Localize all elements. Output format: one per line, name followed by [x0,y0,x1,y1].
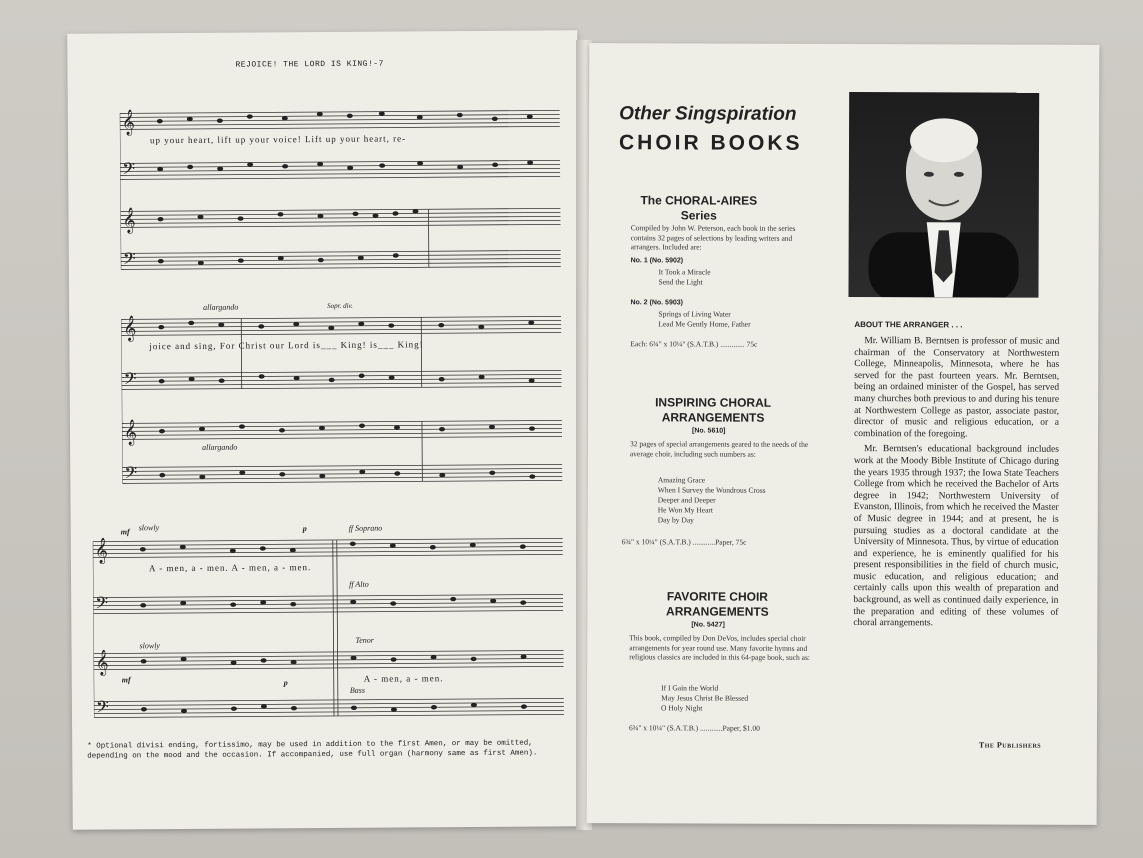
marking-tenor: Tenor [355,635,374,645]
choral-aires-no2-item-1: Springs of Living Water [658,309,731,319]
favorite-description: This book, compiled by Don DeVos, includes special choir arrangements for year round use. Many favorite hymns and religious classics are included in this 64-page book, such as: [629,633,811,662]
staff-group-1 [120,100,561,278]
heading-other-singspiration: Other Singspiration [619,103,797,125]
inspiring-title: INSPIRING CHORAL ARRANGEMENTS [655,395,772,425]
music-system-2 [121,302,562,500]
footnote: * Optional divisi ending, fortissimo, may be used in addition to the first Amen, or may be omitted, depending on the mood and the occasion. If accompanied, use full organ (harmony same as first Amen). [87,739,538,761]
inspiring-item-5: Day by Day [657,515,694,525]
inspiring-item-4: He Won My Heart [657,505,714,515]
svg-text:𝄞: 𝄞 [123,420,138,446]
bio-paragraph-2: Mr. Berntsen's educational background includes work at the Moody Bible Institute of Chicago during the years 1935 through 1937; the Iowa State Teachers College from which he received the Bachelor of Arts degree in 1942; Northwestern University of Evanston, Illinois, from which he received the Master of Music degree in 1944; and at present, he is pursuing studies as a doctoral candidate at the University of Minnesota. Thus, by virtue of education and experience, he is eminently qualified for his present responsibilities in the field of church music, music education, and religious education; and certainly calls upon this wealth of preparation and background, as well as continued daily experience, in the preparation and editing of these volumes of choral arrangements. [853,444,1059,629]
svg-text:𝄞: 𝄞 [123,316,137,342]
favorite-price: 6¾" x 10¼" (S.A.T.B.) ............Paper, $1.00 [628,723,760,733]
svg-text:𝄞: 𝄞 [95,650,109,676]
lyric-line-4: A - men, a - men. [363,673,444,684]
svg-text:𝄢: 𝄢 [123,368,137,393]
inspiring-item-1: Amazing Grace [657,475,706,485]
music-system-3 [93,522,564,730]
marking-ff-alto: ff Alto [349,579,369,589]
marking-allargando-2: allargando [202,442,238,452]
lyric-line-3: A - men, a - men. A - men, a - men. [148,562,312,574]
choral-aires-title: The CHORAL-AIRES Series [640,193,758,223]
marking-slowly-2: slowly [139,641,160,651]
favorite-title: FAVORITE CHOIR ARRANGEMENTS [666,589,769,619]
choral-aires-no1-item-2: Send the Light [658,277,703,287]
favorite-item-3: O Holy Night [661,703,703,713]
choral-aires-no2-item-2: Lead Me Gently Home, Father [658,319,751,329]
choral-aires-price: Each: 6¾" x 10¼" (S.A.T.B.) ............. 75c [630,339,758,349]
svg-text:𝄢: 𝄢 [122,158,136,183]
favorite-number: [No. 5427] [691,621,725,629]
lyric-line-1: up your heart, lift up your voice! Lift up your heart, re- [149,133,407,146]
favorite-item-2: May Jesus Christ Be Blessed [661,693,749,703]
favorite-item-1: If I Gain the World [661,683,719,693]
heading-choir-books: CHOIR BOOKS [618,131,803,155]
marking-bass: Bass [349,685,365,695]
marking-sopr-div: Sopr. div. [327,301,353,310]
inspiring-item-3: Deeper and Deeper [657,495,716,505]
lyric-line-2: joice and sing, For Christ our Lord is___ King! is___ King! [149,339,424,352]
svg-text:𝄢: 𝄢 [122,248,136,273]
arranger-bio [853,336,1059,635]
arranger-portrait-photo [848,92,1039,298]
right-page-catalog [587,43,1100,825]
staff-group-3 [93,522,564,725]
left-page-sheet-music [67,30,583,830]
marking-p-2: p [283,678,288,688]
marking-ff-soprano: ff Soprano [348,523,383,533]
marking-allargando-1: allargando [203,302,239,312]
svg-text:𝄞: 𝄞 [94,538,108,564]
marking-mf-2: mf [121,675,131,685]
svg-text:𝄢: 𝄢 [95,592,109,617]
choral-aires-no2: No. 2 (No. 5903) [630,299,683,307]
publishers-signature: The Publishers [978,740,1042,750]
inspiring-item-2: When I Survey the Wondrous Cross [657,485,766,495]
score-header: REJOICE! THE LORD IS KING!-7 [235,59,384,70]
svg-text:𝄞: 𝄞 [122,208,136,234]
svg-text:𝄢: 𝄢 [124,462,138,487]
marking-p-1: p [302,524,307,534]
music-system-1 [120,100,561,283]
svg-text:𝄞: 𝄞 [121,110,135,136]
choral-aires-description: Compiled by John W. Peterson, each book in the series contains 32 pages of selections by leading writers and arrangers. Included are: [630,223,796,252]
choral-aires-no1-item-1: It Took a Miracle [658,267,711,277]
about-arranger-heading: ABOUT THE ARRANGER . . . [854,320,963,330]
inspiring-description: 32 pages of special arrangements geared to the needs of the average choir, including such numbers as: [629,439,809,459]
bio-paragraph-1: Mr. William B. Berntsen is professor of music and chairman of the Conservatory at Northwestern College, Minneapolis, Minnesota, where he has served for the past fourteen years. Mr. Berntsen, being an ordained minister of the Gospel, has served many churches both previous to and during his tenure at Northwestern College as pastor, associate pastor, director of music and religious education, or a combination of the foregoing. [853,336,1060,440]
inspiring-price: 6¾" x 10¼" (S.A.T.B.) ............Paper, 75c [621,537,747,547]
marking-mf-1: mf [120,527,130,537]
inspiring-number: [No. 5610] [691,427,726,435]
staff-group-2 [121,302,562,495]
choral-aires-no1: No. 1 (No. 5902) [630,257,684,265]
marking-slowly-1: slowly [138,523,160,533]
svg-text:𝄢: 𝄢 [95,696,109,721]
portrait-illustration [848,92,1039,298]
